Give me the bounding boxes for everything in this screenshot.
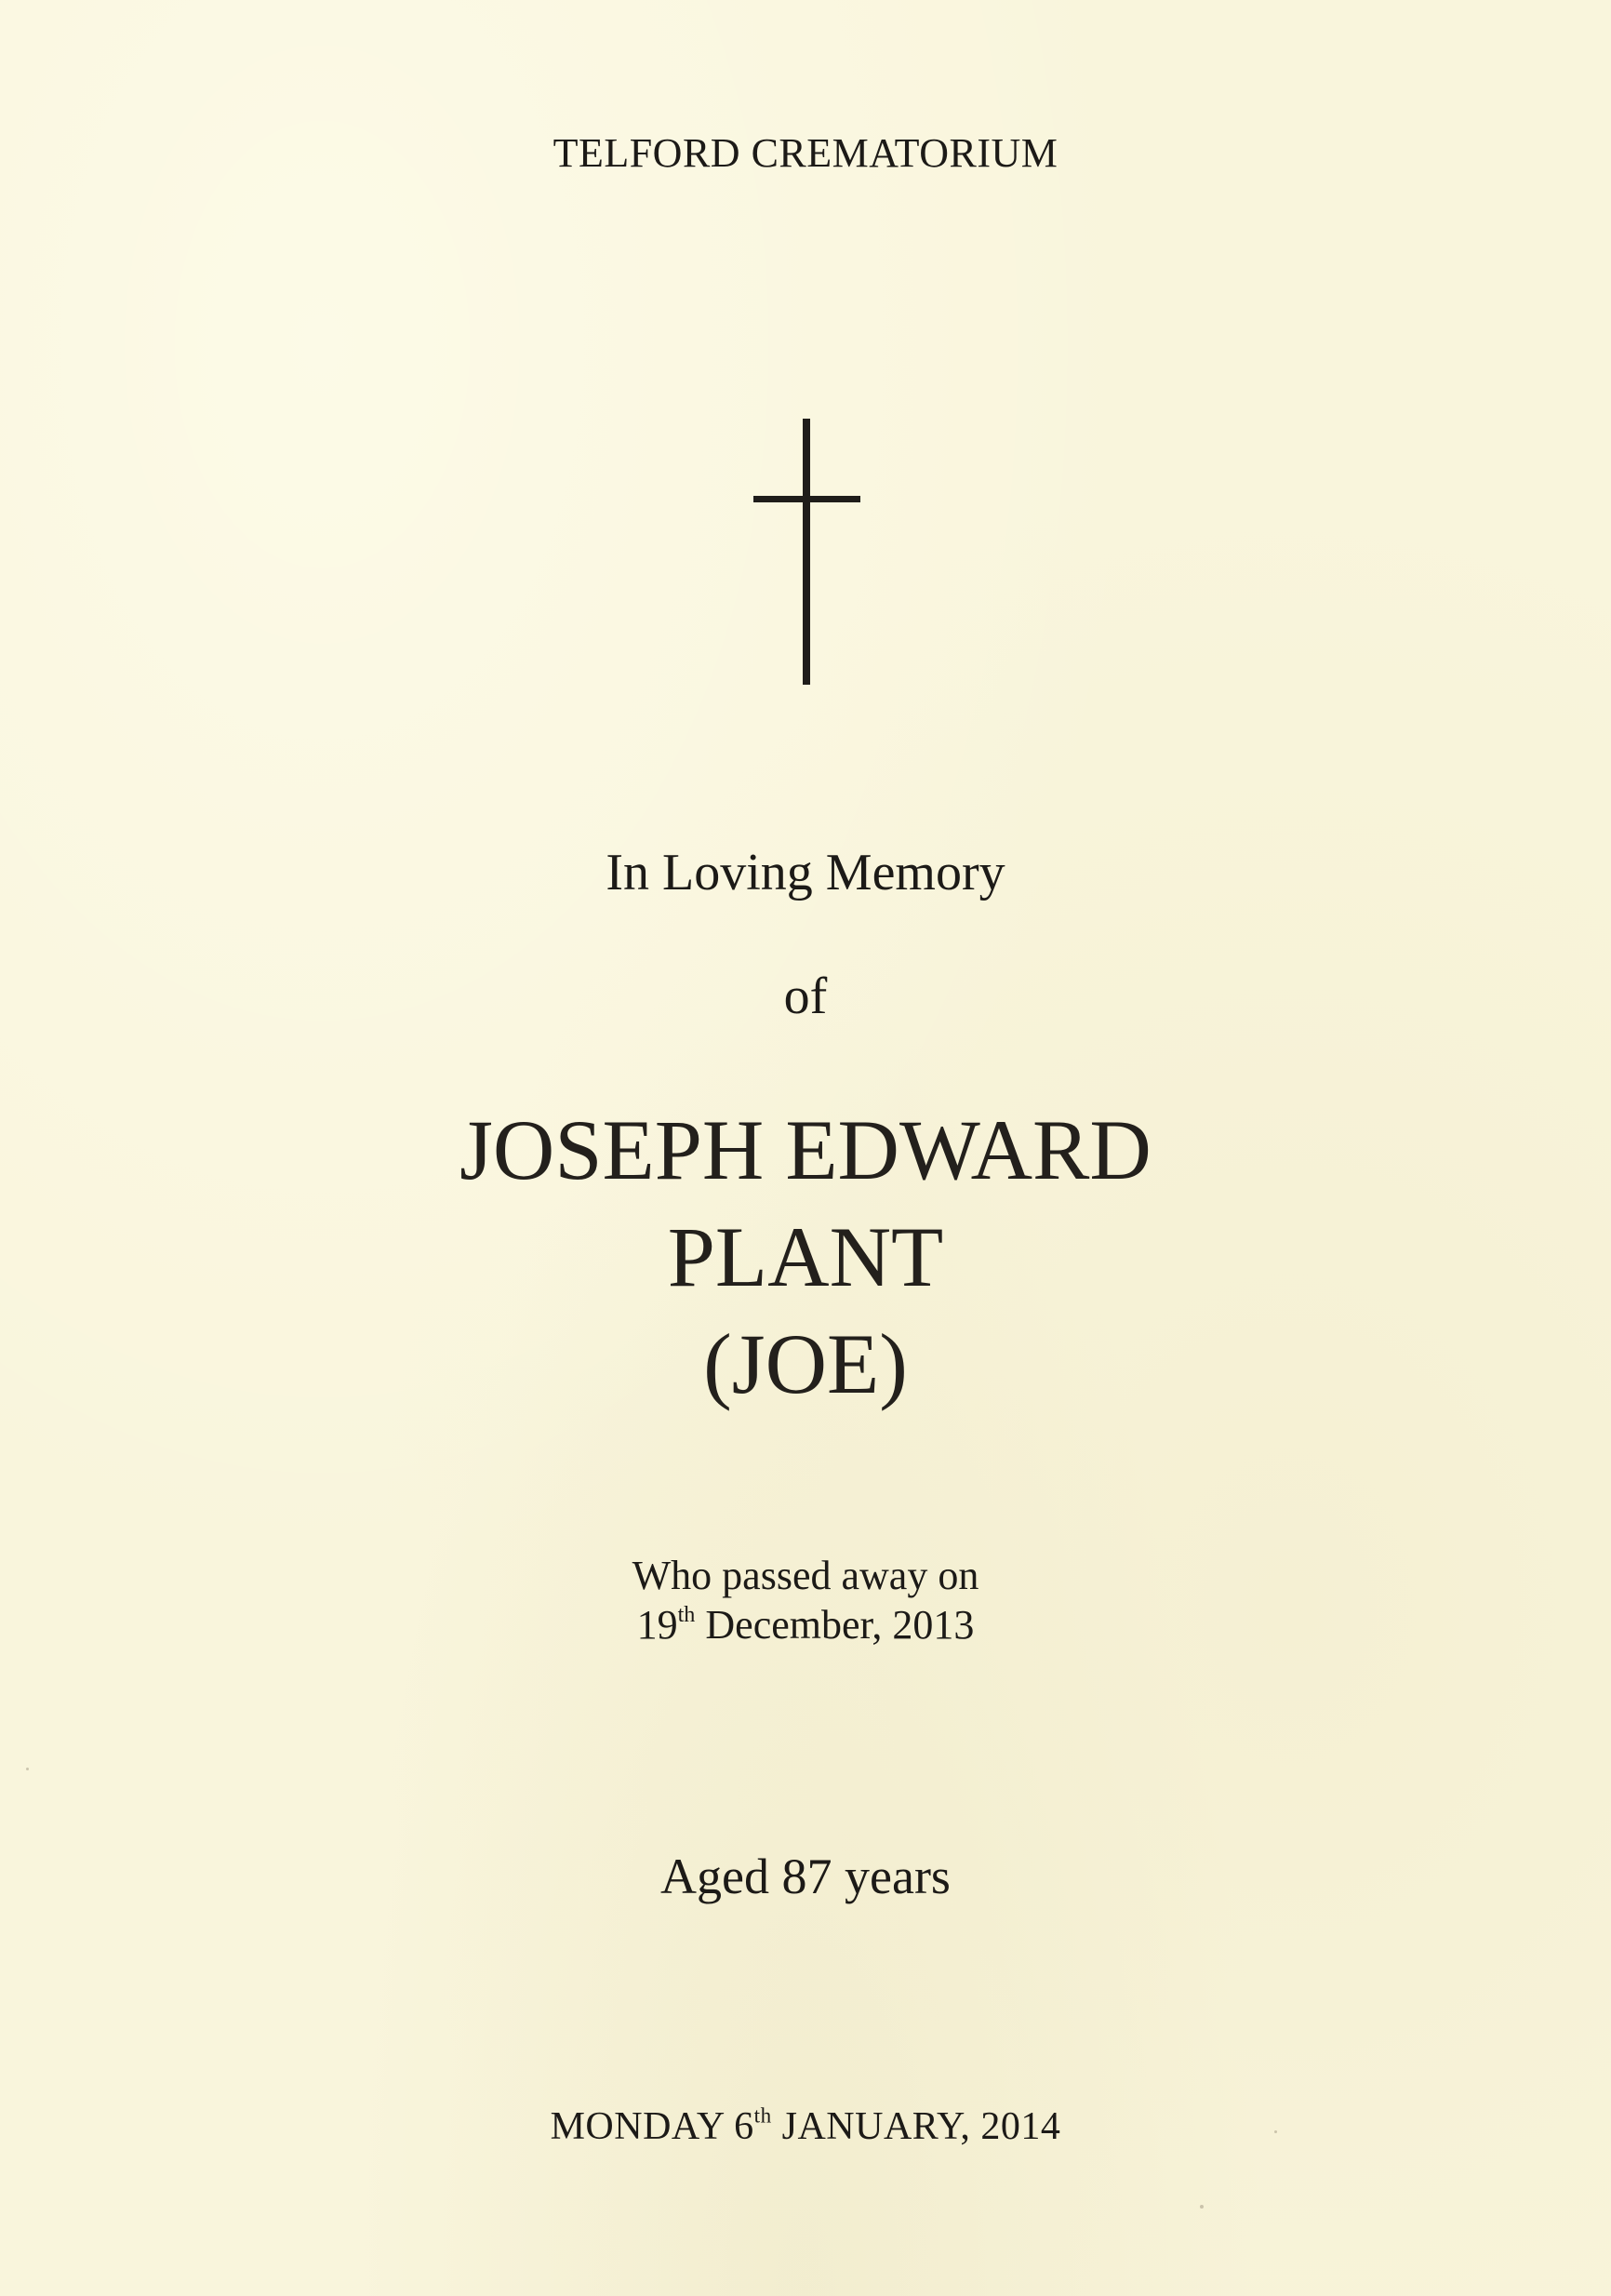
service-date <box>0 2102 1611 2148</box>
date-of-passing <box>0 1601 1611 1648</box>
in-loving-memory-text: In Loving Memory <box>606 844 1005 901</box>
paper-speck <box>1274 2130 1277 2133</box>
paper-speck <box>26 1768 29 1770</box>
passing-day-suffix: th <box>677 1601 696 1627</box>
service-day-suffix: th <box>753 2102 772 2128</box>
service-month-year: JANUARY, 2014 <box>771 2105 1061 2148</box>
service-weekday-day: MONDAY 6 <box>550 2105 754 2148</box>
passing-day: 19 <box>636 1602 678 1648</box>
deceased-name-line2: PLANT <box>667 1209 944 1304</box>
deceased-name-line1: JOSEPH EDWARD <box>459 1102 1152 1197</box>
paper-speck <box>1200 2205 1204 2209</box>
age-text: Aged 87 years <box>660 1849 951 1904</box>
latin-cross-icon <box>753 419 860 685</box>
of-text: of <box>783 968 828 1025</box>
cross-vertical-bar <box>803 419 810 685</box>
deceased-nickname: (JOE) <box>703 1316 908 1411</box>
passing-month-year: December, 2013 <box>695 1602 975 1648</box>
crematorium-name: TELFORD CREMATORIUM <box>553 130 1058 176</box>
cross-horizontal-bar <box>753 496 860 502</box>
passed-away-text: Who passed away on <box>632 1553 979 1598</box>
